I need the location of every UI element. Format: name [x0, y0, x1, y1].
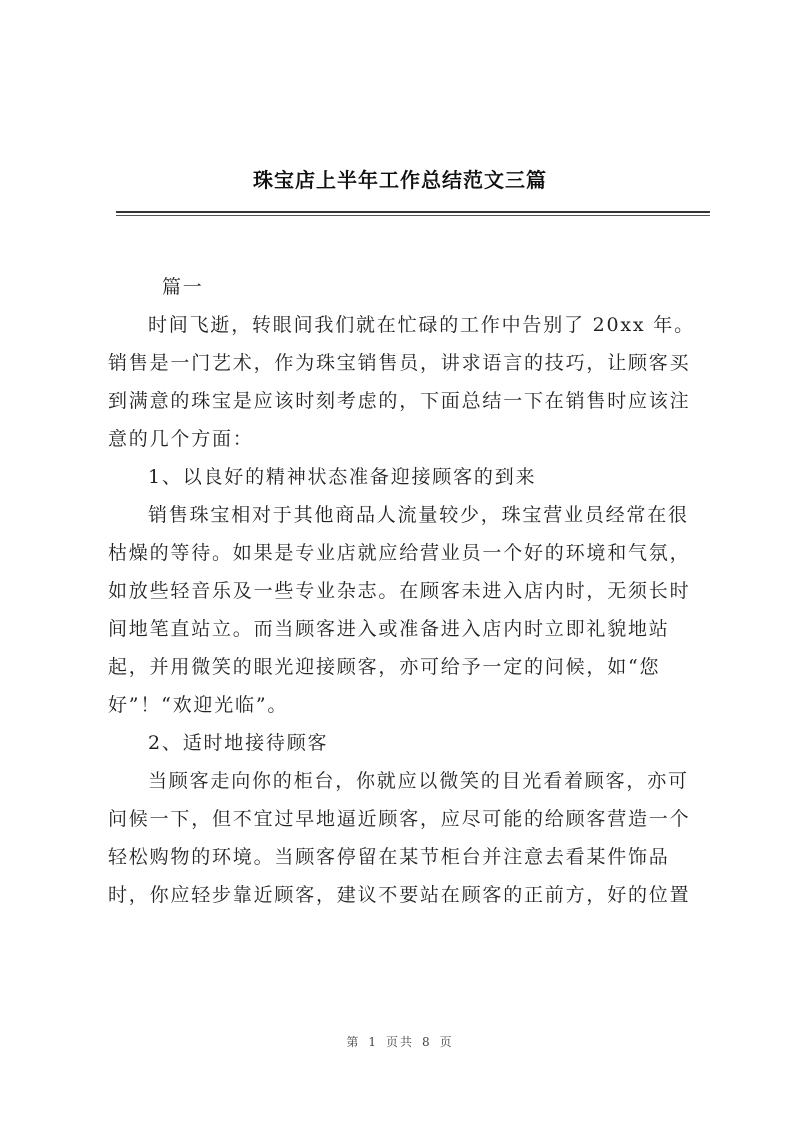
paragraph-line: 时，你应轻步靠近顾客，建议不要站在顾客的正前方，好的位置	[108, 884, 691, 906]
title-rule-thick	[116, 211, 710, 213]
document-body	[108, 268, 708, 914]
title-rule-thin	[116, 215, 710, 216]
paragraph-line: 时间飞逝，转眼间我们就在忙碌的工作中告别了 20xx 年。	[148, 314, 695, 336]
paragraph-line: 间地笔直站立。而当顾客进入或准备进入店内时立即礼貌地站	[108, 618, 670, 640]
paragraph-line: 当顾客走向你的柜台，你就应以微笑的目光看着顾客，亦可	[148, 770, 689, 792]
paragraph-line: 起，并用微笑的眼光迎接顾客，亦可给予一定的问候，如“您	[108, 656, 661, 678]
document-title: 珠宝店上半年工作总结范文三篇	[253, 168, 547, 192]
footer-suffix: 页	[439, 1035, 454, 1049]
section-heading: 篇一	[162, 276, 204, 298]
list-heading: 1、以良好的精神状态准备迎接顾客的到来	[148, 466, 537, 488]
footer-middle: 页共	[385, 1035, 414, 1049]
footer-page-number: 1	[368, 1035, 378, 1049]
footer-total-pages: 8	[422, 1035, 432, 1049]
paragraph-line: 销售珠宝相对于其他商品人流量较少，珠宝营业员经常在很	[148, 504, 689, 526]
paragraph-line: 到满意的珠宝是应该时刻考虑的，下面总结一下在销售时应该注	[108, 390, 691, 412]
page-footer	[0, 1033, 800, 1050]
footer-prefix: 第	[346, 1035, 361, 1049]
paragraph-line: 枯燥的等待。如果是专业店就应给营业员一个好的环境和气氛，	[108, 542, 691, 564]
paragraph-line: 意的几个方面：	[108, 428, 254, 450]
paragraph-line: 好”！“欢迎光临”。	[108, 694, 289, 716]
paragraph-line: 轻松购物的环境。当顾客停留在某节柜台并注意去看某件饰品	[108, 846, 670, 868]
paragraph-line: 如放些轻音乐及一些专业杂志。在顾客未进入店内时，无须长时	[108, 580, 691, 602]
list-heading: 2、适时地接待顾客	[148, 732, 329, 754]
paragraph-line: 问候一下，但不宜过早地逼近顾客，应尽可能的给顾客营造一个	[108, 808, 691, 830]
paragraph-line: 销售是一门艺术，作为珠宝销售员，讲求语言的技巧，让顾客买	[108, 352, 691, 374]
